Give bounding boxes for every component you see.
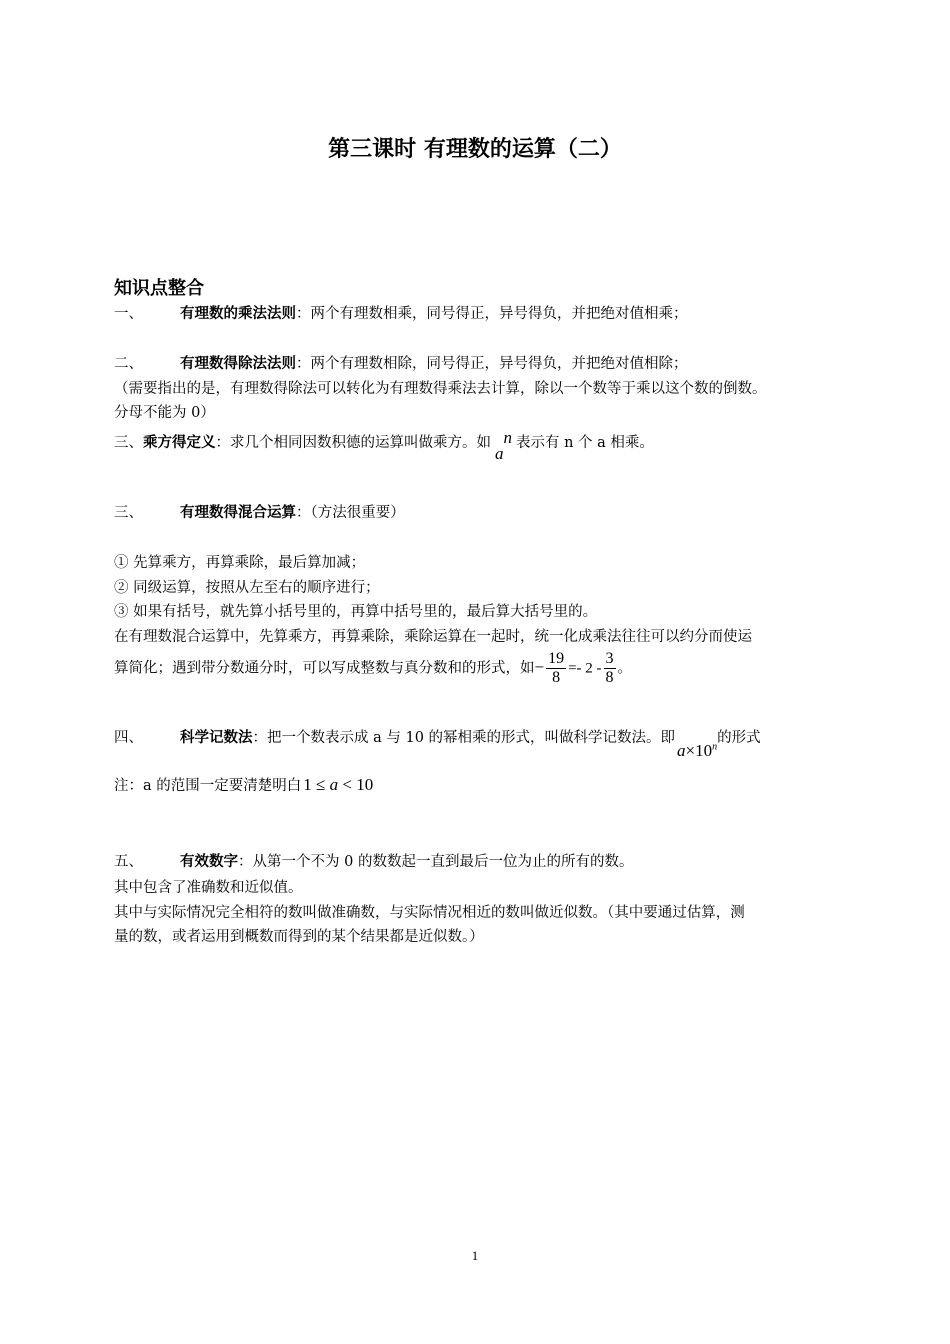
rule-label: 科学记数法 xyxy=(180,730,253,746)
rule-label: 有理数的乘法法则 xyxy=(180,306,296,322)
mixed-paragraph-line2 xyxy=(114,650,632,687)
rule-multiplication xyxy=(114,302,688,323)
rule-text: ：两个有理数相乘，同号得正，异号得负，并把绝对值相乘； xyxy=(296,306,688,322)
rule-text: ：从第一个不为 0 的数数起一直到最后一位为止的所有的数。 xyxy=(238,854,634,870)
item-number: 五、 xyxy=(114,854,143,870)
range-upper: < 10 xyxy=(342,775,374,794)
item-number: 三、 xyxy=(114,434,143,451)
rule-text: ：两个有理数相除，同号得正，异号得负，并把绝对值相除； xyxy=(296,356,688,372)
rule-power xyxy=(114,426,654,463)
page-number: 1 xyxy=(471,1248,479,1263)
division-note-line1: （需要指出的是，有理数得除法可以转化为有理数得乘法去计算，除以一个数等于乘以这个数的倒数。 xyxy=(114,381,767,397)
rule-division xyxy=(114,352,688,373)
rule-label: 有理数得除法法则 xyxy=(180,356,296,372)
paragraph-text: 算简化；遇到带分数通分时，可以写成整数与真分数和的形式，如 xyxy=(114,660,535,677)
rule-significant-figures xyxy=(114,850,633,871)
power-base: a xyxy=(495,443,504,463)
rule-text: ：把一个数表示成 a 与 10 的幂相乘的形式，叫做科学记数法。即 xyxy=(252,730,676,746)
expr-exponent: n xyxy=(712,741,718,753)
range-variable: a xyxy=(329,775,339,794)
fraction-numerator: 19 xyxy=(548,650,565,667)
expr-times-ten: ×10 xyxy=(685,741,713,760)
rule-label: 乘方得定义 xyxy=(143,434,216,451)
rule-text: 的形式 xyxy=(717,730,761,746)
mixed-paragraph-line1: 在有理数混合运算中，先算乘方，再算乘除，乘除运算在一起时，统一化成乘法往往可以约分而使运 xyxy=(114,629,752,645)
significant-line3: 其中与实际情况完全相符的数叫做准确数，与实际情况相近的数叫做近似数。（其中要通过估算，测 xyxy=(114,905,745,921)
rule-text: ：（方法很重要） xyxy=(296,505,405,521)
rule-label: 有理数得混合运算 xyxy=(180,505,296,521)
minus-sign: − xyxy=(534,657,545,677)
order-step-3: ③ 如果有括号，就先算小括号里的，再算中括号里的，最后算大括号里的。 xyxy=(114,604,598,620)
rule-mixed-operations xyxy=(114,501,405,522)
equation-middle: =- 2 - xyxy=(568,660,602,677)
order-step-2: ② 同级运算，按照从左至右的顺序进行； xyxy=(114,580,380,596)
sentence-end: 。 xyxy=(617,660,633,677)
significant-line4: 量的数，或者运用到概数而得到的某个结果都是近似数。） xyxy=(114,929,484,945)
fraction-3-8 xyxy=(604,650,616,687)
item-number: 三、 xyxy=(114,505,143,521)
scientific-note xyxy=(114,774,373,795)
rule-label: 有效数字 xyxy=(180,854,238,870)
fraction-denominator: 8 xyxy=(605,669,614,686)
fraction-19-8 xyxy=(546,650,566,687)
range-expression xyxy=(303,775,373,794)
fraction-numerator: 3 xyxy=(605,650,614,667)
range-lower: 1 ≤ xyxy=(303,775,326,794)
division-note-line2: 分母不能为 0） xyxy=(114,405,215,421)
item-number: 四、 xyxy=(114,730,143,746)
rule-text: 表示有 n 个 a 相乘。 xyxy=(516,434,654,451)
item-number: 一、 xyxy=(114,306,143,322)
page-title: 第三课时 有理数的运算（二） xyxy=(328,137,622,162)
scientific-expression xyxy=(677,741,717,760)
power-exponent: n xyxy=(503,428,512,447)
expr-variable: a xyxy=(677,741,686,760)
order-step-1: ① 先算乘方，再算乘除，最后算加减； xyxy=(114,555,366,571)
item-number: 二、 xyxy=(114,356,143,372)
significant-line2: 其中包含了准确数和近似值。 xyxy=(114,880,303,896)
rule-scientific-notation xyxy=(114,726,761,760)
fraction-denominator: 8 xyxy=(552,669,561,686)
rule-text: ：求几个相同因数积德的运算叫做乘方。如 xyxy=(215,434,491,451)
note-text: 注：a 的范围一定要清楚明白 xyxy=(114,778,302,794)
section-heading: 知识点整合 xyxy=(114,278,204,299)
